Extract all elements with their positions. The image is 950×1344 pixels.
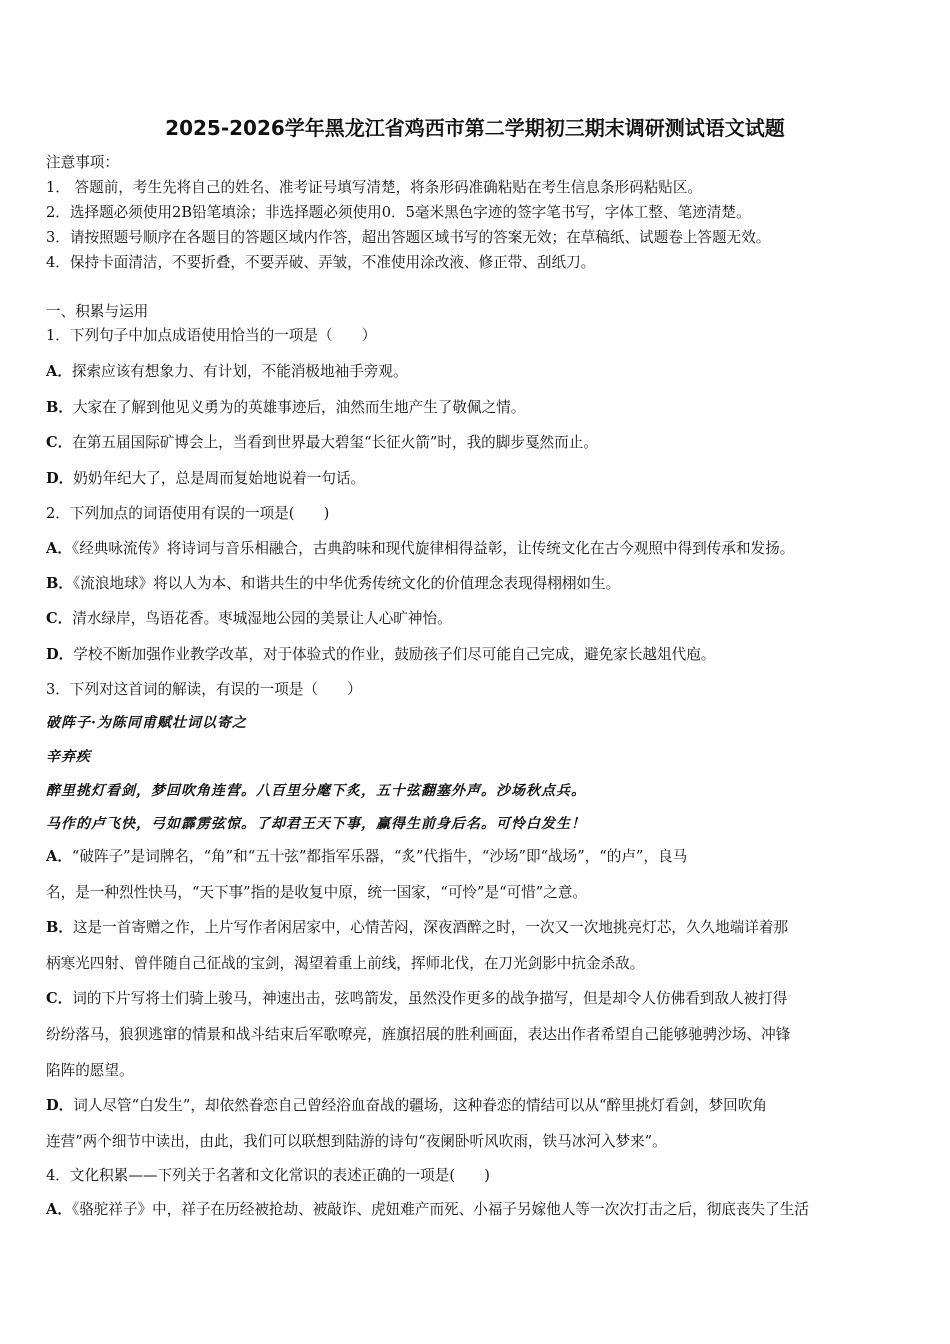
option-continuation: 纷纷落马，狼狈逃窜的情景和战斗结束后军歌嘹亮，旌旗招展的胜利画面，表达出作者希望自己能够驰骋沙场、冲锋: [46, 1026, 791, 1043]
question-4-option-a: [46, 1200, 809, 1220]
notice-item: 1． 答题前，考生先将自己的姓名、准考证号填写清楚，将条形码准确粘贴在考生信息条形码粘贴区。: [46, 179, 703, 196]
question-3-option-b: [46, 918, 788, 938]
option-label: B．: [46, 575, 73, 592]
question-2-option-b: [46, 574, 620, 594]
option-text: 清水绿岸，鸟语花香。枣城湿地公园的美景让人心旷神怡。: [72, 610, 452, 627]
option-label: A．: [46, 363, 72, 380]
question-2-option-d: [46, 645, 715, 665]
option-label: A．: [46, 848, 72, 865]
question-1-option-b: [46, 398, 525, 418]
question-1-option-d: [46, 469, 365, 489]
option-label: A．: [46, 540, 72, 557]
question-1-option-c: [46, 433, 598, 453]
option-text: 词人尽管“白发生”，却依然眷恋自己曾经浴血奋战的疆场，这种眷恋的情结可以从“醉里挑灯看剑，梦回吹角: [73, 1097, 767, 1114]
option-text: 这是一首寄赠之作，上片写作者闲居家中，心情苦闷，深夜酒醉之时，一次又一次地挑亮灯芯，久久地端详着那: [72, 919, 789, 936]
poem-author: 辛弃疾: [46, 749, 91, 765]
option-text: 在第五届国际矿博会上，当看到世界最大碧玺“长征火箭”时，我的脚步戛然而止。: [72, 434, 598, 451]
option-text: 《流浪地球》将以人为本、和谐共生的中华优秀传统文化的价值理念表现得栩栩如生。: [72, 575, 621, 592]
option-label: D．: [46, 1097, 74, 1114]
option-text: 大家在了解到他见义勇为的英雄事迹后，油然而生地产生了敬佩之情。: [72, 399, 526, 416]
question-3-option-d: [46, 1096, 767, 1116]
option-label: D．: [46, 470, 74, 487]
option-text: 探索应该有想象力、有计划，不能消极地袖手旁观。: [71, 363, 408, 380]
option-text: 词的下片写将士们骑上骏马，神速出击，弦鸣箭发，虽然没作更多的战争描写，但是却令人仿佛看到敌人被打得: [72, 990, 788, 1007]
question-2-option-a: [46, 539, 794, 559]
question-1-option-a: [46, 362, 408, 382]
option-label: D．: [46, 646, 74, 663]
option-text: 学校不断加强作业教学改革，对于体验式的作业，鼓励孩子们尽可能自己完成，避免家长越俎代庖。: [73, 646, 716, 663]
poem-line: 马作的卢飞快，弓如霹雳弦惊。了却君王天下事，赢得生前身后名。可怜白发生！: [46, 816, 586, 832]
option-text: 《骆驼祥子》中，祥子在历经被抢劫、被敲诈、虎妞难产而死、小福子另嫁他人等一次次打击之后，彻底丧失了生活: [71, 1201, 809, 1218]
section-heading: 一、积累与运用: [46, 303, 149, 320]
option-label: B．: [46, 399, 73, 416]
notice-item: 2．选择题必须使用2B铅笔填涂；非选择题必须使用0．5毫米黑色字迹的签字笔书写，字体工整、笔迹清楚。: [46, 204, 751, 221]
option-continuation: 名，是一种烈性快马，“天下事”指的是收复中原，统一国家，“可怜”是“可惜”之意。: [46, 884, 587, 901]
option-continuation: 陷阵的愿望。: [46, 1062, 134, 1079]
page-title: 2025-2026学年黑龙江省鸡西市第二学期初三期末调研测试语文试题: [165, 116, 785, 140]
option-label: A．: [46, 1201, 72, 1218]
option-continuation: 柄寒光四射、曾伴随自己征战的宝剑，渴望着重上前线，挥师北伐，在刀光剑影中抗金杀敌。: [46, 955, 645, 972]
notice-heading: 注意事项：: [46, 154, 119, 171]
notice-item: 3．请按照题号顺序在各题目的答题区域内作答，超出答题区域书写的答案无效；在草稿纸、试题卷上答题无效。: [46, 229, 771, 246]
option-text: “破阵子”是词牌名，“角”和“五十弦”都指军乐器，“炙”代指牛，“沙场”即“战场”，“的卢”，良马: [71, 848, 688, 865]
option-label: C．: [46, 434, 73, 451]
question-3-option-c: [46, 989, 787, 1009]
poem-title: 破阵子·为陈同甫赋壮词以寄之: [46, 715, 247, 731]
question-2-option-c: [46, 609, 452, 629]
poem-line: 醉里挑灯看剑，梦回吹角连营。八百里分麾下炙，五十弦翻塞外声。沙场秋点兵。: [46, 783, 586, 799]
question-2-stem: 2．下列加点的词语使用有误的一项是( ): [46, 505, 330, 522]
question-1-stem: 1．下列句子中加点成语使用恰当的一项是（ ）: [46, 327, 377, 344]
question-3-option-a: [46, 847, 687, 867]
notice-item: 4．保持卡面清洁，不要折叠，不要弄破、弄皱，不准使用涂改液、修正带、刮纸刀。: [46, 254, 596, 271]
option-text: 奶奶年纪大了，总是周而复始地说着一句话。: [73, 470, 366, 487]
question-3-stem: 3．下列对这首词的解读，有误的一项是（ ）: [46, 681, 362, 698]
option-label: C．: [46, 990, 73, 1007]
option-label: C．: [46, 610, 73, 627]
option-text: 《经典咏流传》将诗词与音乐相融合，古典韵味和现代旋律相得益彰，让传统文化在古今观照中得到传承和发扬。: [71, 540, 795, 557]
question-4-stem: 4．文化积累——下列关于名著和文化常识的表述正确的一项是( ): [46, 1167, 490, 1184]
option-label: B．: [46, 919, 73, 936]
option-continuation: 连营”两个细节中读出，由此，我们可以联想到陆游的诗句“夜阑卧听风吹雨，铁马冰河入梦来”。: [46, 1133, 667, 1150]
